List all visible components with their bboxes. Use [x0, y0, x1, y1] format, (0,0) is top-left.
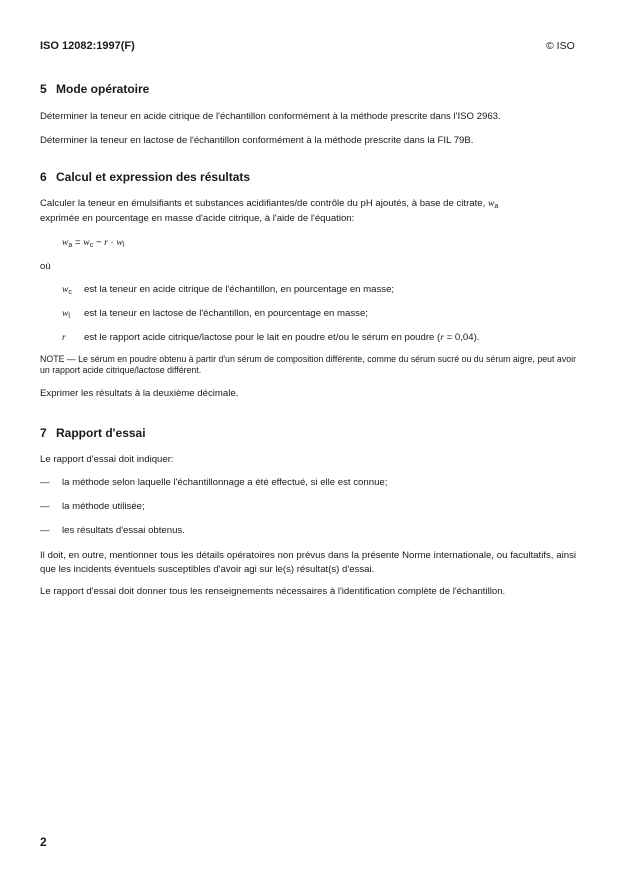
def-text: est le rapport acide citrique/lactose pour le lait en poudre et/ou le sérum en poudre (	[84, 332, 441, 343]
eq-ratio: r	[104, 237, 108, 248]
section-7-title: Rapport d'essai	[56, 426, 146, 440]
eq-minus: −	[93, 237, 105, 248]
section-7-number: 7	[40, 426, 47, 440]
list-item-text: les résultats d'essai obtenus.	[62, 525, 185, 536]
list-item	[40, 501, 145, 512]
def-tail-symbol: r	[440, 332, 444, 343]
section-7-paragraph-2: Le rapport d'essai doit donner tous les renseignements nécessaires à l'identification complète de l'échantillon.	[40, 586, 506, 597]
def-text: est la teneur en acide citrique de l'échantillon, en pourcentage en masse;	[84, 284, 395, 295]
list-item-text: la méthode utilisée;	[62, 501, 145, 512]
section-7-intro: Le rapport d'essai doit indiquer:	[40, 454, 174, 465]
section-5-paragraph-2: Déterminer la teneur en lactose de l'échantillon conformément à la méthode prescrite dans la FIL 79B.	[40, 135, 474, 146]
eq-term2-sub: l	[122, 242, 125, 249]
note: NOTE — Le sérum en poudre obtenu à partir d'un sérum de composition différente, comme du sérum sucré ou du sérum aigre, peut avoir un rapport acide citrique/lactose différent.	[40, 354, 576, 375]
eq-term1-sub: c	[89, 242, 94, 249]
eq-equals: =	[72, 237, 84, 248]
eq-term2: w	[116, 237, 123, 248]
intro-text-b: exprimée en pourcentage en masse d'acide citrique, à l'aide de l'équation:	[40, 213, 355, 224]
def-symbol: w	[62, 284, 69, 295]
page-number: 2	[40, 835, 47, 849]
list-item	[40, 525, 185, 536]
copyright-mark: © ISO	[546, 40, 575, 52]
definition-r	[62, 332, 479, 343]
section-6-number: 6	[40, 170, 47, 184]
section-6-intro	[40, 197, 576, 226]
document-id: ISO 12082:1997(F)	[40, 40, 135, 52]
section-5-number: 5	[40, 82, 47, 96]
def-symbol: r	[62, 332, 66, 343]
def-symbol: w	[62, 308, 69, 319]
eq-term1: w	[83, 237, 90, 248]
section-6-title: Calcul et expression des résultats	[56, 170, 251, 184]
section-5-title: Mode opératoire	[56, 82, 150, 96]
intro-symbol-sub: a	[494, 203, 499, 210]
eq-lhs: w	[62, 237, 69, 248]
express-results: Exprimer les résultats à la deuxième décimale.	[40, 388, 239, 399]
dash-bullet: —	[40, 501, 50, 512]
def-symbol-sub: c	[68, 289, 72, 296]
list-item-text: la méthode selon laquelle l'échantillonnage a été effectué, si elle est connue;	[62, 477, 388, 488]
equation	[62, 237, 124, 248]
where-label: où	[40, 261, 51, 272]
definition-wc	[62, 284, 394, 295]
section-6-heading	[40, 170, 250, 184]
def-tail-text: = 0,04).	[443, 332, 480, 343]
section-7-heading	[40, 426, 146, 440]
section-5-heading	[40, 82, 149, 96]
intro-symbol: w	[487, 198, 495, 209]
dash-bullet: —	[40, 477, 50, 488]
eq-lhs-sub: a	[68, 242, 73, 249]
list-item	[40, 477, 387, 488]
eq-dot: ·	[107, 237, 117, 248]
dash-bullet: —	[40, 525, 50, 536]
definition-wl	[62, 308, 368, 319]
section-5-paragraph-1: Déterminer la teneur en acide citrique de l'échantillon conformément à la méthode prescrite dans l'ISO 2963.	[40, 111, 501, 122]
def-text: est la teneur en lactose de l'échantillon, en pourcentage en masse;	[84, 308, 368, 319]
intro-text-a: Calculer la teneur en émulsifiants et substances acidifiantes/de contrôle du pH ajoutés, à base de citrate,	[40, 198, 486, 209]
section-7-paragraph-1: Il doit, en outre, mentionner tous les détails opératoires non prévus dans la présente Norme internationale, ou facultatifs, ainsi que les incidents éventuels susceptibles d'avoir agi sur le(s) résultat(s) d'essai.	[40, 550, 576, 575]
def-symbol-sub: l	[68, 313, 70, 320]
